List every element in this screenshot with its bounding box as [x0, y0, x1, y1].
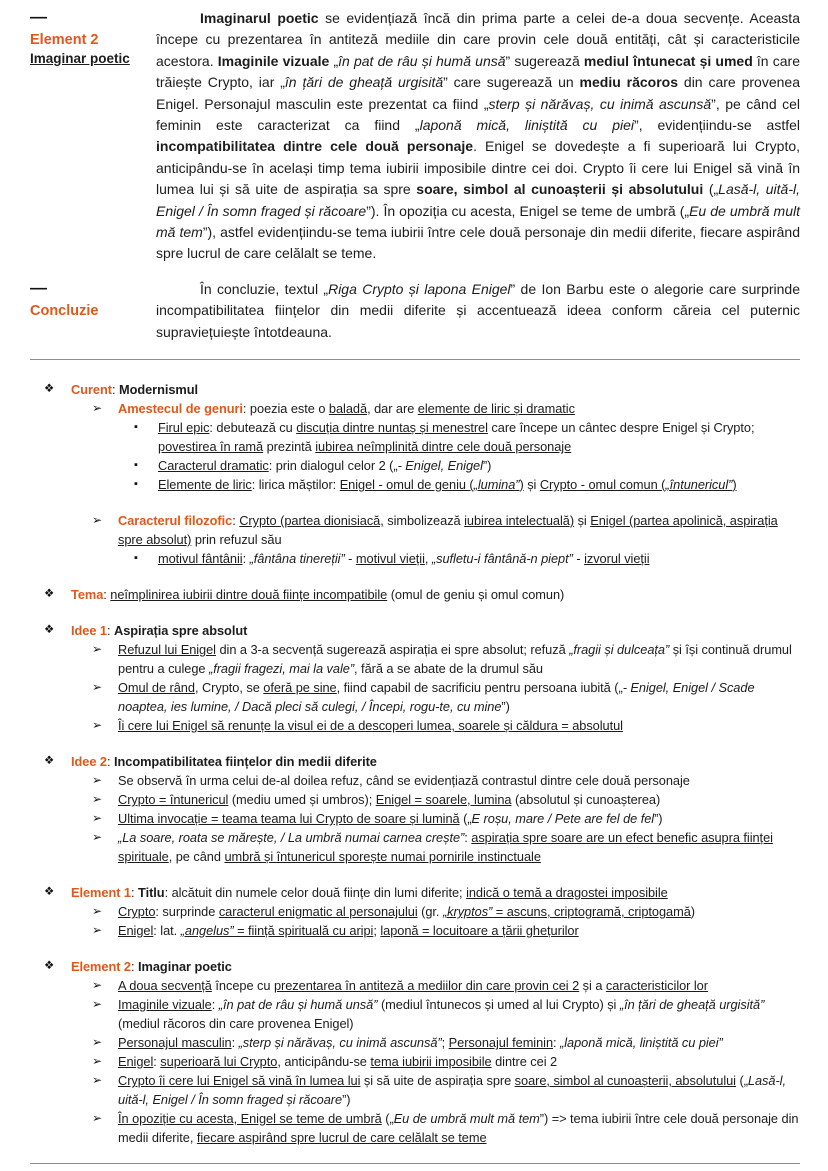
- text-run: „lumina”: [473, 477, 520, 493]
- text-run: (mediul întunecos și umed al lui Crypto) și: [377, 997, 620, 1013]
- text-run: ;: [373, 923, 381, 939]
- text-run: Element 1: [71, 885, 132, 901]
- outline-item: [92, 790, 800, 809]
- text-run: : debutează cu: [209, 420, 297, 436]
- outline-item: [92, 771, 800, 790]
- text-run: Enigel = soarele, lumina: [375, 792, 512, 808]
- outline-item: [92, 399, 800, 418]
- text-run: și să uite de aspirația spre: [360, 1073, 515, 1089]
- outline-item: [92, 809, 800, 828]
- arrow-bullet-icon: ➢: [92, 401, 103, 416]
- text-run: Ultima invocație = teama teama lui Crypto de soare și lumină: [118, 811, 460, 827]
- text-run: prezintă: [263, 439, 316, 455]
- outline-item-text: [118, 771, 800, 790]
- outline-item-text: [71, 957, 800, 976]
- text-run: și își continuă drumul pentru a culege: [118, 642, 792, 677]
- text-run: prin refuzul său: [191, 532, 282, 548]
- text-run: (mediu umed și umbros);: [228, 792, 376, 808]
- text-run: Firul epic: [158, 420, 210, 436]
- text-run: , anticipându-se: [277, 1054, 371, 1070]
- text-run: Caracterul filozofic: [118, 513, 233, 529]
- text-run: laponă mică, liniștită cu piei: [419, 117, 635, 134]
- text-run: Enigel: [118, 1054, 154, 1070]
- text-run: ” sugerează: [505, 52, 584, 69]
- outline-item-text: [158, 418, 800, 456]
- essay-paragraph: [156, 279, 800, 343]
- outline-item: [44, 380, 800, 399]
- outline-item: [44, 883, 800, 902]
- text-run: fiecare aspirând spre lucrul de care celălalt se teme: [196, 1130, 487, 1146]
- arrow-bullet-icon: ➢: [92, 1111, 103, 1126]
- text-run: Incompatibilitatea ființelor din medii diferite: [114, 754, 377, 770]
- text-run: Personajul feminin: [448, 1035, 554, 1051]
- text-run: Riga Crypto și lapona Enigel: [328, 280, 511, 297]
- text-run: :: [231, 1035, 239, 1051]
- text-run: soare, simbol al cunoașterii, absolutului: [514, 1073, 736, 1089]
- text-run: superioară lui Crypto: [160, 1054, 278, 1070]
- outline-item-text: [71, 585, 800, 604]
- text-run: Titlu: [138, 885, 165, 901]
- outline-item-text: [118, 976, 800, 995]
- text-run: „în pat de râu și humă unsă”: [218, 997, 378, 1013]
- outline-item: [134, 418, 800, 456]
- text-run: din care provenea Enigel. Personajul masculin este prezentat ca fiind „: [156, 74, 800, 112]
- text-run: Imaginarul poetic: [200, 10, 319, 26]
- text-run: Eu de umbră mult mă tem: [393, 1111, 540, 1127]
- text-run: Idee 2: [71, 754, 107, 770]
- text-run: începe cu: [211, 978, 274, 994]
- text-run: izvorul vieții: [584, 551, 650, 567]
- text-run: și: [523, 477, 540, 493]
- outline-item: [92, 1071, 800, 1109]
- text-run: :: [103, 587, 111, 603]
- text-run: ”): [654, 811, 663, 827]
- outline-item: [44, 585, 800, 604]
- text-run: : prin dialogul celor 2 („: [268, 458, 398, 474]
- arrow-bullet-icon: ➢: [92, 923, 103, 938]
- essay-section-element2: [30, 8, 800, 265]
- diamond-bullet-icon: ❖: [44, 886, 55, 899]
- outline-item: [92, 1033, 800, 1052]
- arrow-bullet-icon: ➢: [92, 904, 103, 919]
- outline-item: [92, 511, 800, 549]
- outline-item-text: [118, 790, 800, 809]
- outline-item-text: [118, 809, 800, 828]
- outline-item-text: [71, 883, 800, 902]
- text-run: caracteristicilor lor: [605, 978, 708, 994]
- text-run: ”, evidențiindu-se astfel: [634, 117, 801, 134]
- text-run: baladă: [328, 401, 368, 417]
- text-run: „sterp și nărăvaș, cu inimă ascunsă”: [238, 1035, 442, 1051]
- square-bullet-icon: ▪: [134, 552, 138, 565]
- text-run: „sufletu-i fântână-n piept”: [431, 551, 573, 567]
- square-bullet-icon: ▪: [134, 421, 138, 434]
- outline-item-text: [118, 716, 800, 735]
- text-run: , Crypto, se: [194, 680, 264, 696]
- text-run: Amestecul de genuri: [118, 401, 243, 417]
- text-run: Enigel: [118, 923, 154, 939]
- outline-item: [134, 549, 800, 568]
- text-run: Îi cere lui Enigel să renunțe la visul ei de a descoperi lumea, soarele și căldura = absolutul: [118, 718, 623, 734]
- text-run: Crypto - omul comun (: [539, 477, 666, 493]
- essay-paragraph: [156, 8, 800, 265]
- arrow-bullet-icon: ➢: [92, 773, 103, 788]
- text-run: iubirea neîmplinită dintre cele două personaje: [315, 439, 572, 455]
- text-run: :: [211, 997, 219, 1013]
- outline-notes: [30, 380, 800, 1147]
- text-run: Lasă-l, uită-l, Enigel / În somn fraged și răcoare: [156, 181, 800, 219]
- text-run: Omul de rând: [118, 680, 195, 696]
- outline-item-text: [118, 1033, 800, 1052]
- outline-item: [92, 1052, 800, 1071]
- text-run: , dar are: [367, 401, 418, 417]
- text-run: :: [131, 885, 139, 901]
- text-run: Element 2: [71, 959, 132, 975]
- text-run: :: [131, 959, 139, 975]
- text-run: ): [519, 477, 524, 493]
- text-run: în pat de râu și humă unsă: [338, 52, 506, 69]
- outline-item: [92, 921, 800, 940]
- diamond-bullet-icon: ❖: [44, 588, 55, 601]
- text-run: „în țări de gheață urgisită”: [619, 997, 765, 1013]
- text-run: ): [732, 477, 737, 493]
- text-run: : alcătuit din numele celor două ființe din lumi diferite;: [164, 885, 467, 901]
- text-run: se evidențiază încă din prima parte a celei de-a doua secvențe. Aceasta începe cu prezentarea în antiteză mediile din care provin cele două entități, cât și caracteristicile acestora.: [156, 10, 800, 69]
- text-run: în țări de gheață urgisită: [284, 74, 444, 91]
- outline-item-text: [118, 511, 800, 549]
- text-run: „întunericul”: [665, 477, 733, 493]
- outline-item-text: [71, 380, 800, 399]
- outline-item-text: [118, 1071, 800, 1109]
- text-run: Curent: [71, 382, 112, 398]
- outline-item: [134, 475, 800, 494]
- text-run: = ființă spirituală cu aripi: [233, 923, 374, 939]
- text-run: - Enigel, Enigel: [397, 458, 483, 474]
- arrow-bullet-icon: ➢: [92, 997, 103, 1012]
- text-run: Lasă-l, uită-l, Enigel / În somn fraged și răcoare: [118, 1073, 786, 1108]
- text-run: : lirica măștilor:: [251, 477, 340, 493]
- arrow-bullet-icon: ➢: [92, 1073, 103, 1088]
- text-run: laponă = locuitoare a țării ghețurilor: [380, 923, 579, 939]
- outline-item-text: [118, 1052, 800, 1071]
- text-run: :: [242, 551, 250, 567]
- text-run: A doua secvență: [118, 978, 212, 994]
- text-run: umbră și întunericul sporește numai pornirile instinctuale: [224, 849, 541, 865]
- arrow-bullet-icon: ➢: [92, 830, 103, 845]
- outline-item: [92, 976, 800, 995]
- text-run: Personajul masculin: [118, 1035, 232, 1051]
- text-run: soare, simbol al cunoașterii și absolutului: [416, 181, 704, 198]
- text-run: simbolizează: [383, 513, 465, 529]
- outline-item: [134, 456, 800, 475]
- text-run: mediu răcoros: [579, 74, 679, 91]
- text-run: „La soare, roata se mărește, / La umbră numai carnea crește”: [118, 830, 465, 846]
- outline-item: [92, 828, 800, 866]
- text-run: care începe un cântec despre Enigel și Crypto;: [487, 420, 755, 436]
- arrow-bullet-icon: ➢: [92, 792, 103, 807]
- text-run: „: [329, 52, 339, 69]
- text-run: E roșu, mare / Pete are fel de fel: [471, 811, 655, 827]
- text-run: ”): [482, 458, 492, 474]
- text-run: „fragii și dulceața”: [569, 642, 670, 658]
- text-run: „laponă mică, liniștită cu piei”: [560, 1035, 723, 1051]
- text-run: Refuzul lui Enigel: [118, 642, 216, 658]
- text-run: Crypto: [118, 904, 156, 920]
- text-run: :: [106, 623, 114, 639]
- outline-item-text: [118, 921, 800, 940]
- text-run: (mediul răcoros din care provenea Enigel): [118, 1016, 354, 1032]
- outline-item-text: [158, 549, 800, 568]
- text-run: : surprinde: [155, 904, 219, 920]
- outline-item-text: [71, 621, 800, 640]
- outline-item-text: [158, 456, 800, 475]
- text-run: elemente de liric și dramatic: [417, 401, 575, 417]
- arrow-bullet-icon: ➢: [92, 1054, 103, 1069]
- diamond-bullet-icon: ❖: [44, 755, 55, 768]
- square-bullet-icon: ▪: [134, 459, 138, 472]
- text-run: („: [703, 181, 719, 198]
- text-run: ;: [441, 1035, 449, 1051]
- text-run: , fără a se abate de la drumul său: [354, 661, 543, 677]
- outline-item-text: [118, 1109, 800, 1147]
- text-run: : lat.: [153, 923, 181, 939]
- text-run: Imaginile vizuale: [217, 52, 330, 69]
- text-run: motivul vieții: [355, 551, 425, 567]
- text-run: ”) => tema iubirii între cele două personaje din medii diferite,: [118, 1111, 799, 1146]
- horizontal-divider: [30, 359, 800, 360]
- margin-label-concluzie: [30, 279, 156, 322]
- arrow-bullet-icon: ➢: [92, 513, 103, 528]
- text-run: și a: [579, 978, 606, 994]
- margin-label-element2: [30, 8, 156, 66]
- text-run: dintre cei 2: [491, 1054, 558, 1070]
- text-run: -: [344, 551, 356, 567]
- square-bullet-icon: ▪: [134, 478, 138, 491]
- arrow-bullet-icon: ➢: [92, 642, 103, 657]
- text-run: „fragii fragezi, mai la vale”: [208, 661, 355, 677]
- text-run: povestirea în ramă: [158, 439, 264, 455]
- text-run: tema iubirii imposibile: [370, 1054, 492, 1070]
- outline-item: [92, 995, 800, 1033]
- text-run: aspirația spre soare are un efect benefic asupra ființei spirituale: [118, 830, 773, 865]
- text-run: ”). În opoziția cu acesta, Enigel se teme de umbră („: [366, 202, 690, 219]
- text-run: ”): [342, 1092, 351, 1108]
- text-run: Crypto (partea dionisiacă,: [239, 513, 384, 529]
- text-run: , fiind capabil de sacrificiu pentru persoana iubită („: [336, 680, 623, 696]
- text-run: :: [464, 830, 472, 846]
- text-run: Imaginile vizuale: [118, 997, 212, 1013]
- text-run: Modernismul: [118, 382, 199, 398]
- text-run: ” care sugerează un: [443, 74, 580, 91]
- text-run: incompatibilitatea dintre cele două personaje: [156, 138, 474, 155]
- horizontal-divider-bottom: [30, 1163, 800, 1164]
- text-run: oferă pe sine: [263, 680, 337, 696]
- text-run: neîmplinirea iubirii dintre două ființe incompatibile: [110, 587, 388, 603]
- text-run: - Enigel, Enigel / Scade noaptea, ies lumine, / Dacă pleci să culegi, / Începi, rogu-te, cu mine: [118, 680, 755, 715]
- outline-item: [44, 957, 800, 976]
- text-run: , pe când: [168, 849, 225, 865]
- text-run: (gr.: [417, 904, 443, 920]
- text-run: Enigel - omul de geniu (: [339, 477, 474, 493]
- arrow-bullet-icon: ➢: [92, 680, 103, 695]
- diamond-bullet-icon: ❖: [44, 383, 55, 396]
- text-run: Crypto = întunericul: [118, 792, 229, 808]
- text-run: Enigel (partea apolinică, aspirația spre absolut): [118, 513, 778, 548]
- section-marker-dash: —: [30, 277, 46, 297]
- text-run: Elemente de liric: [158, 477, 252, 493]
- text-run: ” de Ion Barbu este o alegorie care surprinde incompatibilitatea ființelor din medii diferite și accentuează ideea conform căreia cel puternic supraviețuiește întotdeauna.: [156, 280, 800, 340]
- text-run: („: [381, 1111, 394, 1127]
- text-run: („: [459, 811, 472, 827]
- text-run: „fântâna tinereții”: [249, 551, 345, 567]
- text-run: (omul de geniu și omul comun): [387, 587, 565, 603]
- text-run: discuția dintre nuntaș și menestrel: [296, 420, 488, 436]
- text-run: Caracterul dramatic: [158, 458, 269, 474]
- text-run: (absolutul și cunoașterea): [511, 792, 661, 808]
- text-run: În opoziție cu acesta, Enigel se teme de umbră: [118, 1111, 382, 1127]
- text-run: și: [574, 513, 591, 529]
- text-run: Imaginar poetic: [138, 959, 232, 975]
- outline-item-text: [118, 678, 800, 716]
- arrow-bullet-icon: ➢: [92, 1035, 103, 1050]
- essay-area: [30, 8, 800, 343]
- text-run: Aspirația spre absolut: [114, 623, 248, 639]
- text-run: iubirea intelectuală): [464, 513, 575, 529]
- outline-item-text: [118, 640, 800, 678]
- text-run: „kryptos”: [442, 904, 493, 920]
- text-run: Idee 1: [71, 623, 107, 639]
- text-run: . Enigel se dovedește a fi superioară lui Crypto, anticipându-se în același timp tema iubirii imposibile dintre cei doi. Crypto îi cere lui Enigel să vină în lumea lui și să uite de aspirația sa spre: [156, 138, 801, 198]
- arrow-bullet-icon: ➢: [92, 811, 103, 826]
- outline-item: [92, 716, 800, 735]
- text-run: din a 3-a secvență sugerează aspirația ei spre absolut; refuză: [215, 642, 570, 658]
- text-run: motivul fântânii: [158, 551, 243, 567]
- text-run: ”), astfel evidențiindu-se tema iubirii între cele două personaje din medii diferite, fiecare aspirând spre lucrul de care celălalt se teme.: [156, 224, 800, 262]
- text-run: prezentarea în antiteză a mediilor din care provin cei 2: [273, 978, 580, 994]
- outline-item-text: [158, 475, 800, 494]
- section-label-title: Concluzie: [30, 302, 99, 319]
- text-run: :: [553, 1035, 561, 1051]
- outline-item-text: [118, 995, 800, 1033]
- text-run: caracterul enigmatic al personajului: [218, 904, 418, 920]
- text-run: indică o temă a dragostei imposibile: [466, 885, 668, 901]
- arrow-bullet-icon: ➢: [92, 718, 103, 733]
- outline-item: [92, 1109, 800, 1147]
- essay-section-concluzie: [30, 279, 800, 343]
- section-label-subtitle: Imaginar poetic: [30, 50, 130, 66]
- text-run: ,: [424, 551, 432, 567]
- diamond-bullet-icon: ❖: [44, 960, 55, 973]
- section-marker-dash: —: [30, 7, 46, 26]
- text-run: sterp și nărăvaș, cu inimă ascunsă: [488, 95, 712, 112]
- text-run: Crypto îi cere lui Enigel să vină în lumea lui: [118, 1073, 361, 1089]
- text-run: Tema: [71, 587, 104, 603]
- outline-item-text: [71, 752, 800, 771]
- text-run: ”, pe când cel feminin este caracterizat ca fiind „: [156, 95, 800, 134]
- text-run: „angelus”: [180, 923, 234, 939]
- outline-item: [92, 678, 800, 716]
- text-run: -: [572, 551, 585, 567]
- outline-item: [92, 902, 800, 921]
- text-run: („: [735, 1073, 748, 1089]
- text-run: :: [106, 754, 114, 770]
- text-run: Se observă în urma celui de-al doilea refuz, când se evidențiază contrastul dintre cele două personaje: [118, 773, 690, 789]
- text-run: ”): [501, 699, 510, 715]
- text-run: :: [232, 513, 240, 529]
- text-run: :: [153, 1054, 161, 1070]
- outline-item-text: [118, 399, 800, 418]
- text-run: mediul întunecat și umed: [583, 52, 753, 69]
- outline-item-text: [118, 902, 800, 921]
- text-run: :: [111, 382, 119, 398]
- arrow-bullet-icon: ➢: [92, 978, 103, 993]
- section-label-title: Element 2: [30, 31, 99, 48]
- text-run: = ascuns, criptogramă, criptogamă: [492, 904, 691, 920]
- text-run: : poezia este o: [242, 401, 329, 417]
- outline-item: [44, 752, 800, 771]
- text-run: În concluzie, textul „: [200, 280, 329, 297]
- diamond-bullet-icon: ❖: [44, 624, 55, 637]
- text-run: în care trăiește Crypto, iar „: [156, 52, 800, 91]
- text-run: Eu de umbră mult mă tem: [156, 202, 800, 241]
- text-run: ): [690, 904, 696, 920]
- outline-item-text: [118, 828, 800, 866]
- outline-item: [92, 640, 800, 678]
- outline-item: [44, 621, 800, 640]
